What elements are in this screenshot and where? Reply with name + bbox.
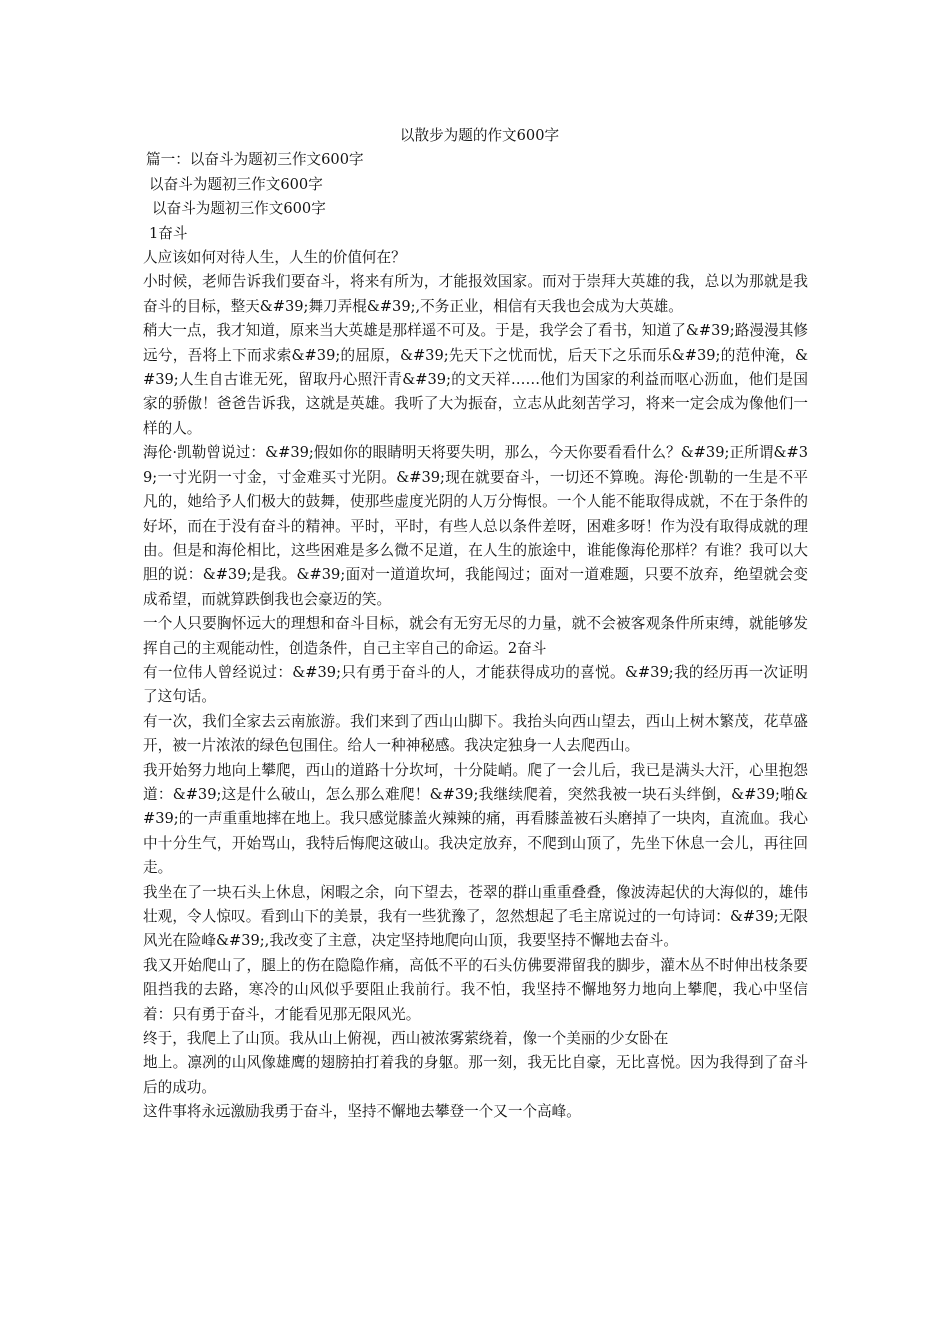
paragraph: 人应该如何对待人生，人生的价值何在？ [143, 249, 406, 267]
paragraph: 海伦·凯勒曾说过：&#39;假如你的眼睛明天将要失明，那么，今天你要看看什么？&#39;正所谓&#39;一寸光阴一寸金，寸金难买寸光阴。&#39;现在就要奋斗，一切还不算晚。海伦·凯勒的一生是不平凡的，她给予人们极大的鼓舞，使那些虚度光阴的人万分悔恨。一个人能不能取得成就，不在于条件的好坏，而在于没有奋斗的精神。平时，平时，有些人总以条件差呀，困难多呀！作为没有取得成就的理由。但是和海伦相比，这些困难是多么微不足道，在人生的旅途中，谁能像海伦那样？有谁？我可以大胆的说：&#39;是我。&#39;面对一道道坎坷，我能闯过；面对一道难题，只要不放弃，绝望就会变成希望，而就算跌倒我也会豪迈的笑。 [143, 444, 808, 608]
paragraph: 我开始努力地向上攀爬，西山的道路十分坎坷，十分陡峭。爬了一会儿后，我已是满头大汗，心里抱怨道：&#39;这是什么破山，怎么那么难爬！&#39;我继续爬着，突然我被一块石头绊倒，&#39;啪&#39;的一声重重地摔在地上。我只感觉膝盖火辣辣的痛，再看膝盖被石头磨掉了一块肉，直流血。我心中十分生气，开始骂山，我特后悔爬这破山。我决定放弃，不爬到山顶了，先坐下休息一会儿，再往回走。 [143, 761, 808, 877]
paragraph: 我坐在了一块石头上休息，闲暇之余，向下望去，苍翠的群山重重叠叠，像波涛起伏的大海似的，雄伟壮观，令人惊叹。看到山下的美景，我有一些犹豫了，忽然想起了毛主席说过的一句诗词：&#39;无限风光在险峰&#39;,我改变了主意，决定坚持地爬向山顶，我要坚持不懈地去奋斗。 [143, 883, 808, 950]
paragraph: 终于，我爬上了山顶。我从山上俯视，西山被浓雾萦绕着，像一个美丽的少女卧在 [143, 1030, 669, 1048]
paragraph-heading-3: 以奋斗为题初三作文600字 [152, 200, 326, 218]
paragraph: 有一次，我们全家去云南旅游。我们来到了西山山脚下。我抬头向西山望去，西山上树木繁茂，花草盛开，被一片浓浓的绿色包围住。给人一种神秘感。我决定独身一人去爬西山。 [143, 712, 808, 755]
document-title: 以散步为题的作文600字 [399, 127, 560, 144]
paragraph: 一个人只要胸怀远大的理想和奋斗目标，就会有无穷无尽的力量，就不会被客观条件所束缚，就能够发挥自己的主观能动性，创造条件，自己主宰自己的命运。2奋斗 [143, 615, 808, 657]
paragraph: 这件事将永远激励我勇于奋斗，坚持不懈地去攀登一个又一个高峰。 [143, 1103, 581, 1121]
paragraph-heading-1: 篇一：以奋斗为题初三作文600字 [146, 151, 364, 169]
paragraph: 我又开始爬山了，腿上的伤在隐隐作痛，高低不平的石头仿佛要滞留我的脚步，灌木丛不时伸出枝条要阻挡我的去路，寒冷的山风似乎要阻止我前行。我不怕，我坚持不懈地努力地向上攀爬，我心中坚信着：只有勇于奋斗，才能看见那无限风光。 [143, 956, 808, 1023]
document-page [143, 124, 808, 1125]
paragraph: 有一位伟人曾经说过：&#39;只有勇于奋斗的人，才能获得成功的喜悦。&#39;我的经历再一次证明了这句话。 [143, 663, 808, 706]
paragraph: 稍大一点，我才知道，原来当大英雄是那样遥不可及。于是，我学会了看书，知道了&#39;路漫漫其修远兮，吾将上下而求索&#39;的屈原，&#39;先天下之忧而忧，后天下之乐而乐&#39;的范仲淹，&#39;人生自古谁无死，留取丹心照汗青&#39;的文天祥……他们为国家的利益而呕心沥血，他们是国家的骄傲！爸爸告诉我，这就是英雄。我听了大为振奋，立志从此刻苦学习，将来一定会成为像他们一样的人。 [143, 322, 808, 437]
paragraph-section-1: 1奋斗 [149, 224, 188, 242]
paragraph: 地上。凛冽的山风像雄鹰的翅膀拍打着我的身躯。那一刻，我无比自豪，无比喜悦。因为我得到了奋斗后的成功。 [143, 1054, 808, 1096]
paragraph-heading-2: 以奋斗为题初三作文600字 [149, 175, 323, 193]
paragraph: 小时候，老师告诉我们要奋斗，将来有所为，才能报效国家。而对于崇拜大英雄的我，总以为那就是我奋斗的目标，整天&#39;舞刀弄棍&#39;,不务正业，相信有天我也会成为大英雄。 [143, 273, 808, 315]
